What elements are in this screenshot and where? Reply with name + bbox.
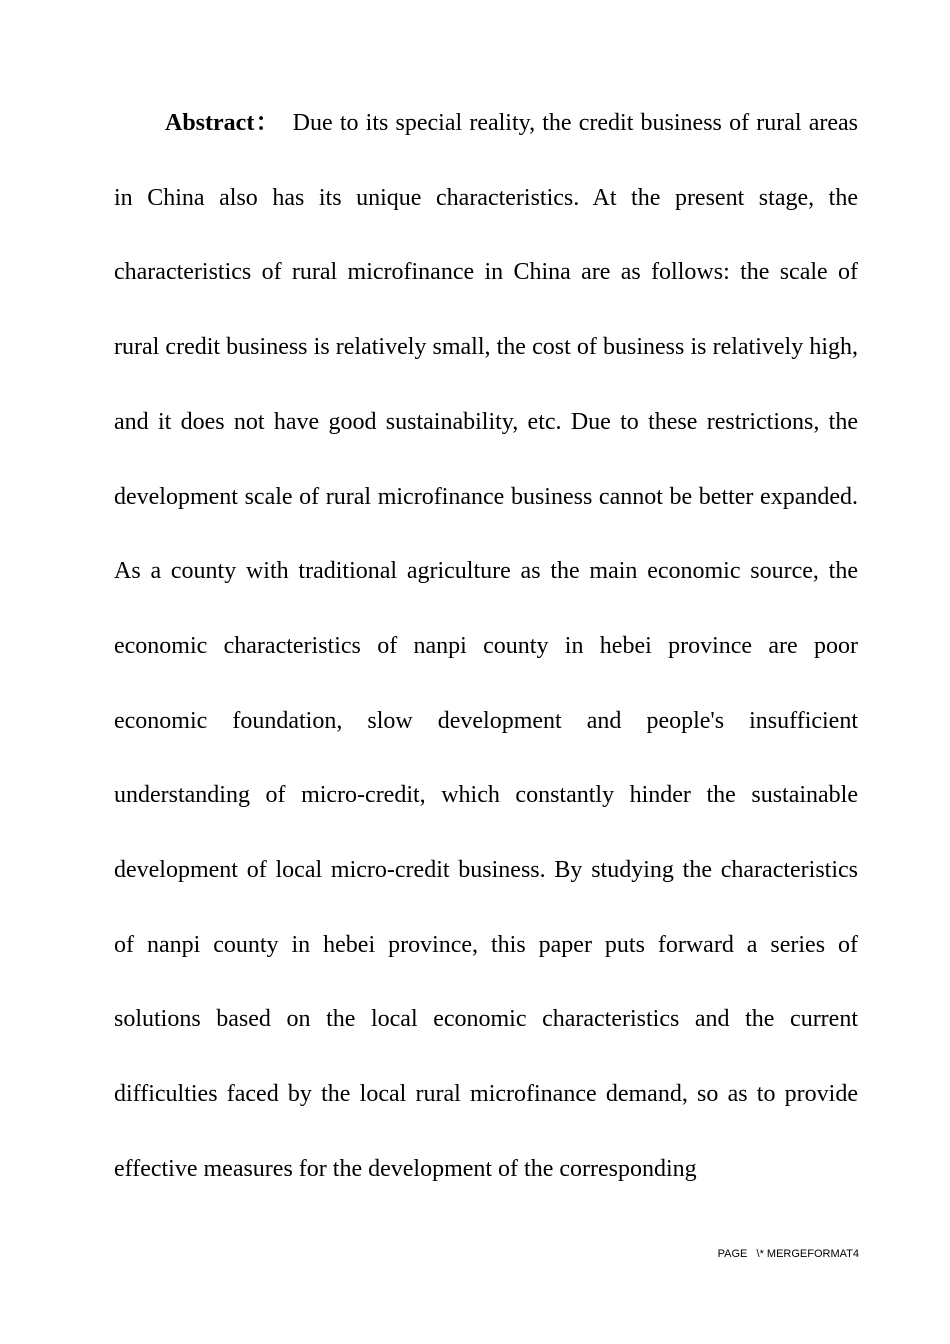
abstract-paragraph — [114, 86, 858, 1207]
abstract-label: Abstract： — [165, 110, 281, 136]
page-number-field: PAGE \* MERGEFORMAT4 — [717, 1248, 859, 1260]
abstract-body: Due to its special reality, the credit business of rural areas in China also has its unique characteristics. At the present stage, the characteristics of rural microfinance in China are as follows: the scale of rural credit business is relatively small, the cost of business is relatively high, and it does not have good sustainability, etc. Due to these restrictions, the development scale of rural microfinance business cannot be better expanded. As a county with traditional agriculture as the main economic source, the economic characteristics of nanpi county in hebei province are poor economic foundation, slow development and people's insufficient understanding of micro-credit, which constantly hinder the sustainable development of local micro-credit business. By studying the characteristics of nanpi county in hebei province, this paper puts forward a series of solutions based on the local economic characteristics and the current difficulties faced by the local rural microfinance demand, so as to provide effective measures for the development of the corresponding — [114, 110, 858, 1182]
